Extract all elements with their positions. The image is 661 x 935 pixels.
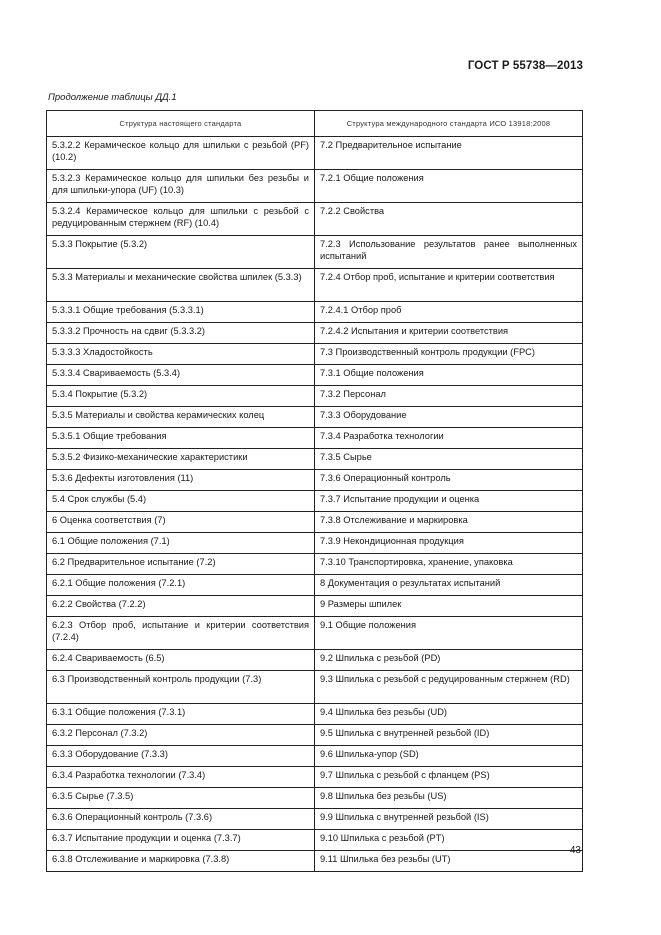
cell-national-section: 5.4 Срок службы (5.4)	[47, 491, 315, 512]
document-code: ГОСТ Р 55738—2013	[467, 60, 583, 72]
table-row	[47, 170, 583, 203]
table-row	[47, 575, 583, 596]
cell-national-section: 5.3.5.1 Общие требования	[47, 428, 315, 449]
cell-national-section: 5.3.6 Дефекты изготовления (11)	[47, 470, 315, 491]
table-row	[47, 323, 583, 344]
cell-national-section: 6.3.8 Отслеживание и маркировка (7.3.8)	[47, 851, 315, 872]
correspondence-table	[46, 110, 583, 872]
cell-international-section: 7.2.4 Отбор проб, испытание и критерии соответствия	[315, 269, 583, 302]
cell-international-section: 7.3.4 Разработка технологии	[315, 428, 583, 449]
table-row	[47, 269, 583, 302]
cell-international-section: 7.3.3 Оборудование	[315, 407, 583, 428]
column-header-national: Структура настоящего стандарта	[47, 111, 315, 137]
cell-international-section: 7.3.6 Операционный контроль	[315, 470, 583, 491]
cell-national-section: 6.3.3 Оборудование (7.3.3)	[47, 746, 315, 767]
cell-international-section: 9.5 Шпилька с внутренней резьбой (ID)	[315, 725, 583, 746]
table-row	[47, 137, 583, 170]
cell-international-section: 7.2.2 Свойства	[315, 203, 583, 236]
table-caption: Продолжение таблицы ДД.1	[48, 92, 177, 103]
cell-international-section: 7.3 Производственный контроль продукции (FPC)	[315, 344, 583, 365]
cell-international-section: 7.3.7 Испытание продукции и оценка	[315, 491, 583, 512]
cell-national-section: 5.3.3 Материалы и механические свойства шпилек (5.3.3)	[47, 269, 315, 302]
cell-international-section: 9.8 Шпилька без резьбы (US)	[315, 788, 583, 809]
table-body	[47, 137, 583, 872]
cell-national-section: 6.3 Производственный контроль продукции (7.3)	[47, 671, 315, 704]
cell-international-section: 7.2.4.2 Испытания и критерии соответствия	[315, 323, 583, 344]
table-row	[47, 767, 583, 788]
cell-international-section: 9 Размеры шпилек	[315, 596, 583, 617]
cell-international-section: 9.7 Шпилька с резьбой с фланцем (PS)	[315, 767, 583, 788]
cell-national-section: 6.1 Общие положения (7.1)	[47, 533, 315, 554]
cell-international-section: 9.11 Шпилька без резьбы (UT)	[315, 851, 583, 872]
table-row	[47, 449, 583, 470]
cell-international-section: 9.3 Шпилька с резьбой с редуцированным стержнем (RD)	[315, 671, 583, 704]
cell-national-section: 6.2.1 Общие положения (7.2.1)	[47, 575, 315, 596]
table-row	[47, 344, 583, 365]
cell-national-section: 6 Оценка соответствия (7)	[47, 512, 315, 533]
table-row	[47, 533, 583, 554]
cell-international-section: 7.3.1 Общие положения	[315, 365, 583, 386]
cell-international-section: 7.3.2 Персонал	[315, 386, 583, 407]
cell-international-section: 9.1 Общие положения	[315, 617, 583, 650]
cell-national-section: 5.3.3.1 Общие требования (5.3.3.1)	[47, 302, 315, 323]
table-row	[47, 788, 583, 809]
table-row	[47, 203, 583, 236]
table-row	[47, 746, 583, 767]
cell-international-section: 7.3.10 Транспортировка, хранение, упаковка	[315, 554, 583, 575]
table-row	[47, 830, 583, 851]
table-row	[47, 470, 583, 491]
table-row	[47, 650, 583, 671]
cell-national-section: 6.2.3 Отбор проб, испытание и критерии соответствия (7.2.4)	[47, 617, 315, 650]
column-header-international: Структура международного стандарта ИСО 13918:2008	[315, 111, 583, 137]
cell-international-section: 9.4 Шпилька без резьбы (UD)	[315, 704, 583, 725]
cell-national-section: 5.3.2.3 Керамическое кольцо для шпильки без резьбы и для шпильки-упора (UF) (10.3)	[47, 170, 315, 203]
cell-international-section: 8 Документация о результатах испытаний	[315, 575, 583, 596]
cell-international-section: 7.3.9 Некондиционная продукция	[315, 533, 583, 554]
cell-national-section: 6.3.5 Сырье (7.3.5)	[47, 788, 315, 809]
cell-international-section: 7.3.5 Сырье	[315, 449, 583, 470]
cell-national-section: 5.3.3.2 Прочность на сдвиг (5.3.3.2)	[47, 323, 315, 344]
cell-international-section: 9.2 Шпилька с резьбой (PD)	[315, 650, 583, 671]
cell-international-section: 9.10 Шпилька с резьбой (PT)	[315, 830, 583, 851]
page-number: 43	[569, 845, 581, 856]
cell-national-section: 6.2.2 Свойства (7.2.2)	[47, 596, 315, 617]
table-row	[47, 671, 583, 704]
table-header-row	[47, 111, 583, 137]
table-row	[47, 512, 583, 533]
cell-national-section: 6.2.4 Свариваемость (6.5)	[47, 650, 315, 671]
cell-international-section: 7.2 Предварительное испытание	[315, 137, 583, 170]
table-row	[47, 704, 583, 725]
cell-international-section: 7.3.8 Отслеживание и маркировка	[315, 512, 583, 533]
table-row	[47, 491, 583, 512]
cell-national-section: 5.3.3 Покрытие (5.3.2)	[47, 236, 315, 269]
table-row	[47, 617, 583, 650]
cell-national-section: 5.3.4 Покрытие (5.3.2)	[47, 386, 315, 407]
table-row	[47, 809, 583, 830]
cell-national-section: 5.3.3.3 Хладостойкость	[47, 344, 315, 365]
cell-national-section: 6.3.6 Операционный контроль (7.3.6)	[47, 809, 315, 830]
cell-national-section: 6.3.4 Разработка технологии (7.3.4)	[47, 767, 315, 788]
table-row	[47, 428, 583, 449]
cell-international-section: 7.2.3 Использование результатов ранее выполненных испытаний	[315, 236, 583, 269]
cell-national-section: 6.3.1 Общие положения (7.3.1)	[47, 704, 315, 725]
cell-national-section: 5.3.5.2 Физико-механические характеристики	[47, 449, 315, 470]
table-row	[47, 302, 583, 323]
cell-national-section: 5.3.3.4 Свариваемость (5.3.4)	[47, 365, 315, 386]
cell-national-section: 6.2 Предварительное испытание (7.2)	[47, 554, 315, 575]
table-row	[47, 554, 583, 575]
table-row	[47, 851, 583, 872]
cell-national-section: 6.3.2 Персонал (7.3.2)	[47, 725, 315, 746]
cell-international-section: 9.9 Шпилька с внутренней резьбой (IS)	[315, 809, 583, 830]
cell-national-section: 6.3.7 Испытание продукции и оценка (7.3.7)	[47, 830, 315, 851]
cell-national-section: 5.3.2.2 Керамическое кольцо для шпильки с резьбой (PF) (10.2)	[47, 137, 315, 170]
cell-international-section: 7.2.4.1 Отбор проб	[315, 302, 583, 323]
table-row	[47, 365, 583, 386]
table-row	[47, 407, 583, 428]
table-row	[47, 386, 583, 407]
cell-international-section: 9.6 Шпилька-упор (SD)	[315, 746, 583, 767]
cell-national-section: 5.3.5 Материалы и свойства керамических колец	[47, 407, 315, 428]
table-row	[47, 596, 583, 617]
table-row	[47, 725, 583, 746]
cell-international-section: 7.2.1 Общие положения	[315, 170, 583, 203]
cell-national-section: 5.3.2.4 Керамическое кольцо для шпильки с резьбой с редуцированным стержнем (RF) (10.4)	[47, 203, 315, 236]
table-row	[47, 236, 583, 269]
